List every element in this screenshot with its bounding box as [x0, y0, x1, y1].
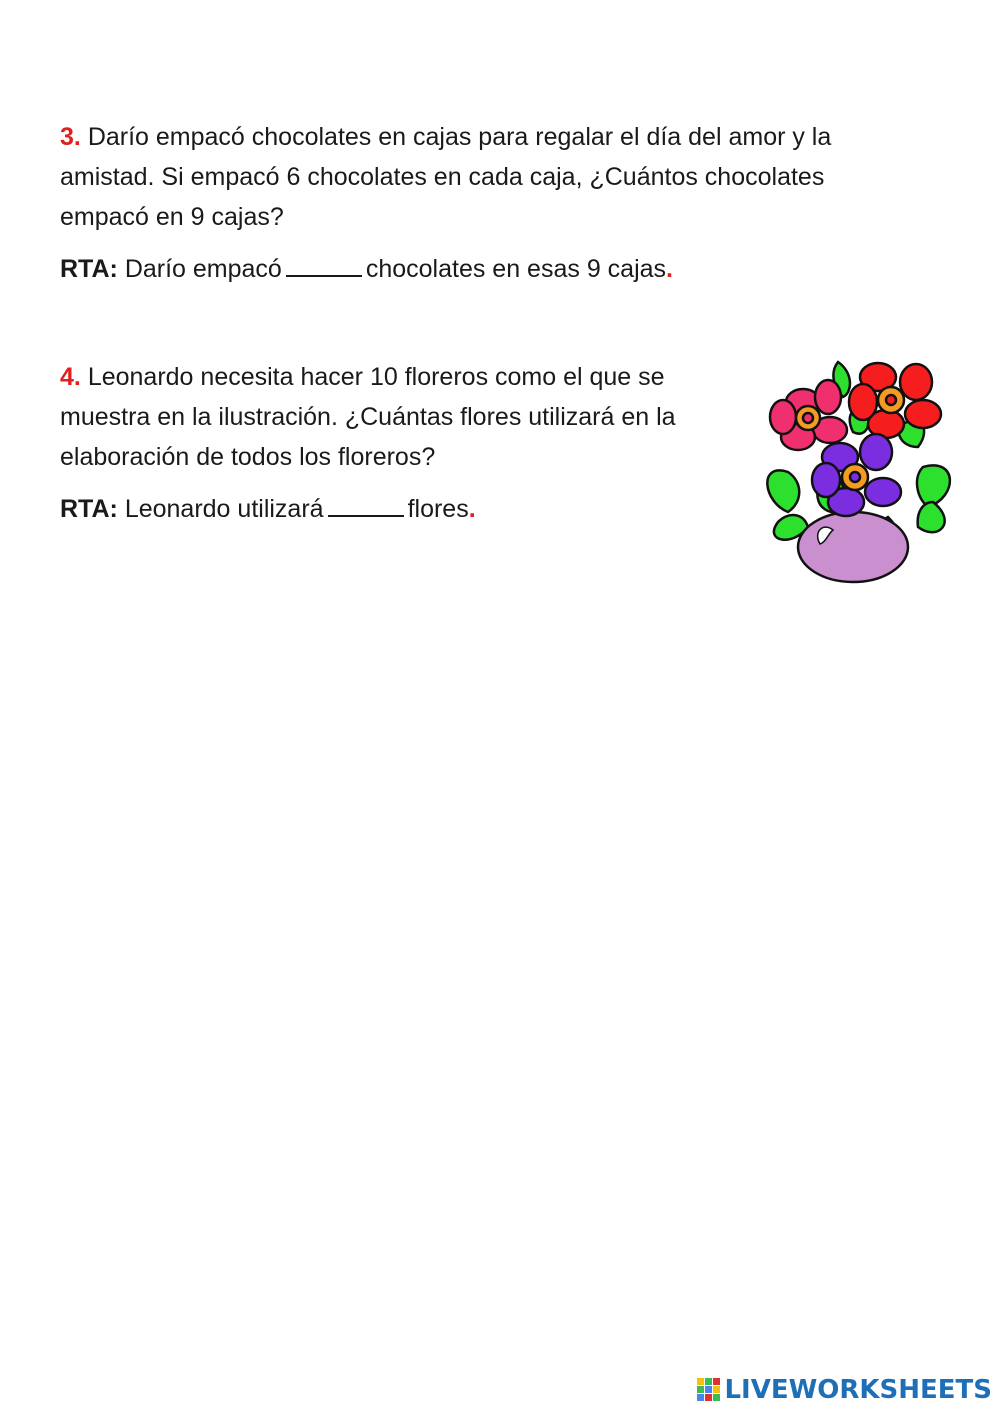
logo-text: LIVEWORKSHEETS [724, 1375, 992, 1405]
answer-line [60, 489, 740, 529]
answer-text-before: Leonardo utilizará [124, 495, 324, 523]
answer-text-before: Darío empacó [124, 255, 282, 283]
problem-3 [60, 117, 860, 289]
problem-4 [60, 357, 740, 529]
problem-text: Leonardo necesita hacer 10 floreros como el que se muestra en la ilustración. ¿Cuántas flores utilizará en la elaboración de todos los floreros? [60, 363, 676, 471]
answer-period: . [468, 495, 476, 523]
problem-number: 4. [60, 363, 81, 391]
answer-text-after: chocolates en esas 9 cajas [365, 255, 667, 283]
liveworksheets-logo-icon [697, 1378, 721, 1402]
answer-blank[interactable] [328, 493, 404, 517]
answer-text-after: flores [407, 495, 469, 523]
problem-3-question [60, 117, 860, 237]
answer-label: RTA: [60, 255, 118, 283]
problem-text: Darío empacó chocolates en cajas para regalar el día del amor y la amistad. Si empacó 6 chocolates en cada caja, ¿Cuántos chocolates empacó en 9 cajas? [60, 123, 832, 231]
answer-period: . [666, 255, 673, 283]
liveworksheets-logo[interactable] [697, 1375, 992, 1405]
answer-line [60, 249, 860, 289]
answer-label: RTA: [60, 495, 118, 523]
problem-number: 3. [60, 123, 81, 151]
answer-blank[interactable] [286, 253, 362, 277]
flower-vase-icon [758, 352, 958, 587]
problem-4-question [60, 357, 740, 477]
